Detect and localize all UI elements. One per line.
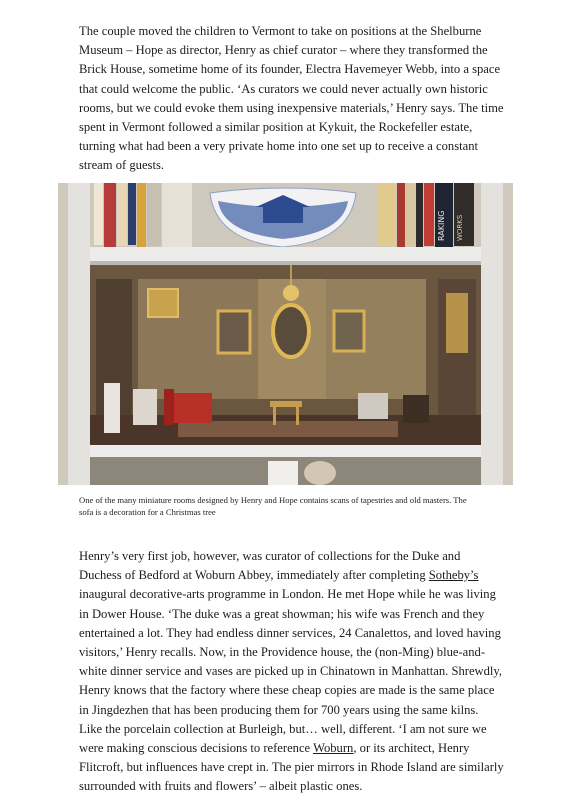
paragraph-text: , or its architect, Henry Flitcroft, but influences have crept in. The pier mirrors in Rhode Island are similarly surrounded with fruits and flowers’ – albeit plastic ones. <box>79 741 504 794</box>
woburn-link[interactable]: Woburn <box>313 741 354 756</box>
paragraph-text: Henry’s very first job, however, was curator of collections for the Duke and Duchess of Bedford at Woburn Abbey, immediately after completing <box>79 549 461 583</box>
article-paragraph-1: The couple moved the children to Vermont to take on positions at the Shelburne Museum – Hope as director, Henry as chief curator – where they transformed the Brick House, sometime home of its founder, Electra Havemeyer Webb, into a space that could welcome the public. ‘As curators we could never actually own historic rooms, but we could evoke them using inexpensive materials,’ Henry says. The time spent in Vermont followed a similar position at Kykuit, the Rockefeller estate, turning what had been a very private home into one set up to receive a constant stream of guests. <box>79 24 504 173</box>
books-left <box>94 183 192 247</box>
sothebys-link[interactable]: Sotheby’s <box>428 568 479 583</box>
books-right <box>378 183 474 247</box>
paragraph-text: inaugural decorative-arts programme in London. He met Hope while he was living in Dower House. ‘The duke was a great showman; his wife was French and they entertained a lot. They had endless dinner services, 24 Canalettos, and loved having visitors,’ Henry recalls. Now, in the Providence house, the (non-Ming) blue-and-white dinner service and vases are picked up in Chinatown in Manhattan. Shrewdly, Henry knows that the factory where these cheap copies are made is the same place in Jingdezhen that has been producing them for 700 years using the same kilns. Like the porcelain collection at Burleigh, but… well, different. ‘I am not sure we were making conscious decisions to reference <box>79 587 503 756</box>
book-spine-text: RAKING <box>437 210 446 241</box>
article-paragraph-2 <box>79 547 504 797</box>
photo-caption: One of the many miniature rooms designed by Henry and Hope contains scans of tapestries and old masters. The sofa is a decoration for a Christmas tree <box>79 495 467 518</box>
miniature-room-photo <box>58 183 513 485</box>
book-spine-text: WORKS <box>456 214 464 241</box>
miniature-room <box>90 265 481 445</box>
